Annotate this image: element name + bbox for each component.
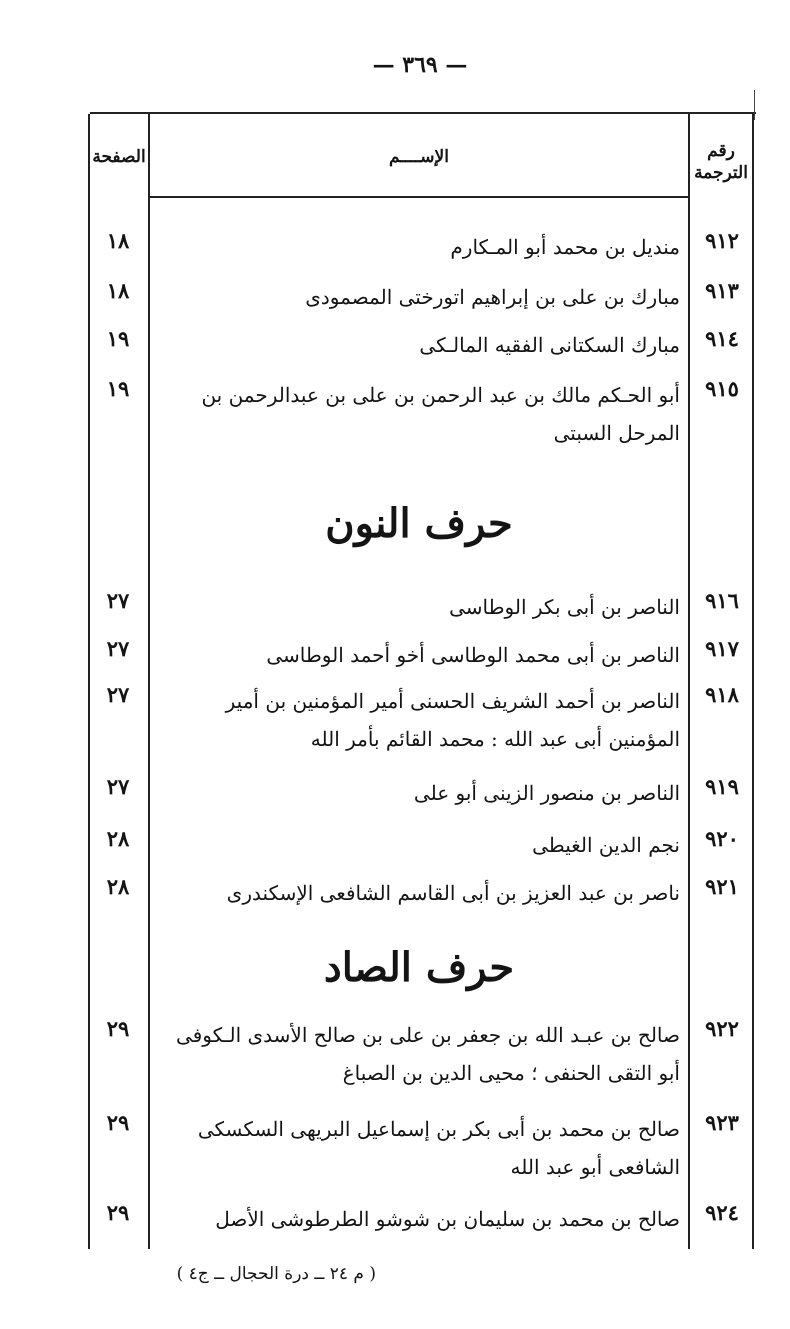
entry-page: ٢٧ [106,774,130,799]
entry-page: ٢٨ [106,826,130,851]
header-name: الإســــم [389,147,449,167]
entry-page: ٢٩ [106,1110,130,1135]
entry-name: الناصر بن أبى محمد الوطاسى أخو أحمد الوطاسى [266,643,680,667]
entry-name: منديل بن محمد أبو المـكارم [450,235,680,259]
entry-page: ١٩ [106,376,130,401]
entry-page: ١٨ [106,278,130,303]
entry-number: ٩٢٤ [705,1200,739,1225]
page-number: — ٣٦٩ — [372,52,468,78]
header-rule [148,196,688,198]
entry-name: مبارك بن على بن إبراهيم اتورختى المصمودى [305,285,680,309]
entry-number: ٩١٩ [705,774,739,799]
entry-name: الناصر بن أبى بكر الوطاسى [449,595,680,619]
top-rule [90,112,756,114]
entry-page: ٢٨ [106,874,130,899]
entry-name: نجم الدين الغيطى [532,833,680,857]
header-page: الصفحة [92,147,146,167]
entry-number: ٩١٥ [705,376,739,401]
entry-name: ناصر بن عبد العزيز بن أبى القاسم الشافعى الإسكندرى [226,881,680,905]
entry-page: ٢٧ [106,636,130,661]
entry-page: ٢٧ [106,588,130,613]
entry-name: أبو الحـكم مالك بن عبد الرحمن بن على بن عبدالرحمن بن المرحل السبتى [201,383,680,445]
section-heading-sad: حرف الصاد [323,944,515,991]
header-number: رقم الترجمة [694,141,748,183]
entry-name: صالح بن محمد بن سليمان بن شوشو الطرطوشى الأصل [215,1207,680,1231]
entry-name: مبارك السكتانى الفقيه المالـكى [419,333,680,357]
entry-page: ٢٧ [106,682,130,707]
entry-number: ٩٢٣ [705,1110,739,1135]
entry-number: ٩١٦ [705,588,739,613]
edge-mark [754,90,755,120]
entry-number: ٩٢٢ [705,1016,739,1041]
column-divider-page-right [148,114,150,1249]
entry-number: ٩١٣ [705,278,739,303]
entry-number: ٩١٨ [705,682,739,707]
entry-page: ٢٩ [106,1200,130,1225]
entry-name: الناصر بن أحمد الشريف الحسنى أمير المؤمنين بن أمير المؤمنين أبى عبد الله : محمد القائم بأمر الله [225,689,680,751]
section-heading-nun: حرف النون [325,500,513,547]
column-divider-number-left [688,114,690,1249]
entry-number: ٩١٤ [705,326,739,351]
entry-name: صالح بن عبـد الله بن جعفر بن على بن صالح الأسدى الـكوفى أبو التقى الحنفى ؛ محيى الدين بن الصباغ [176,1023,680,1085]
entry-number: ٩١٢ [705,228,739,253]
column-divider-page-left [88,114,90,1249]
entry-page: ١٩ [106,326,130,351]
column-divider-number-right [752,114,754,1249]
entry-number: ٩٢٠ [705,826,739,851]
entry-name: الناصر بن منصور الزينى أبو على [413,781,680,805]
footer-citation: ( م ٢٤ ــ درة الحجال ــ ج٤ ) [176,1264,376,1284]
entry-name: صالح بن محمد بن أبى بكر بن إسماعيل البريهى السكسكى الشافعى أبو عبد الله [197,1117,680,1179]
entry-page: ١٨ [106,228,130,253]
entry-page: ٢٩ [106,1016,130,1041]
entry-number: ٩٢١ [705,874,739,899]
entry-number: ٩١٧ [705,636,739,661]
